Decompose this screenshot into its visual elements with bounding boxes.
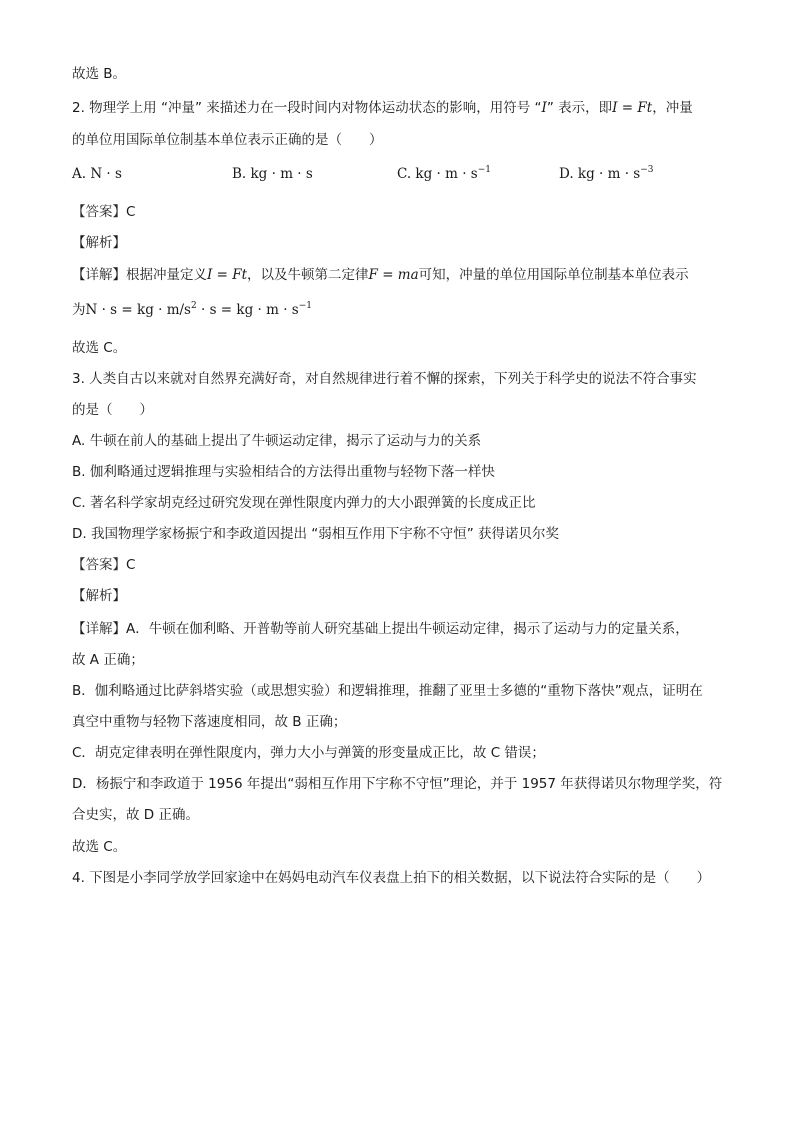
answer-label: 【答案】 <box>72 204 126 220</box>
text: C. kg · m · s <box>397 166 478 182</box>
text: 的单位用国际单位制基本单位表示正确的是（ ） <box>72 132 383 148</box>
text: A. 牛顿在前人的基础上提出了牛顿运动定律，揭示了运动与力的关系 <box>72 433 482 449</box>
text: 合史实，故 D 正确。 <box>72 807 199 823</box>
option-d <box>559 166 654 182</box>
text: 真空中重物与轻物下落速度相同，故 B 正确； <box>72 714 347 730</box>
question-3-option-c <box>72 493 536 513</box>
formula: = <box>617 100 638 116</box>
text: D．杨振宁和李政道于 1956 年提出“弱相互作用下宇称不守恒”理论，并于 1957 年获得诺贝尔物理学奖，符 <box>72 776 723 792</box>
text: B．伽利略通过比萨斜塔实验（或思想实验）和逻辑推理，推翻了亚里士多德的“重物下落快”观点，证明在 <box>72 683 703 699</box>
text: 可知，冲量的单位用国际单位制基本单位表示 <box>418 267 689 283</box>
detail-label: 【详解】 <box>72 267 126 283</box>
superscript: −1 <box>298 301 312 311</box>
detail-3-line-4 <box>72 712 346 732</box>
text: 为 <box>72 302 86 318</box>
detail-3-line-3 <box>72 681 703 701</box>
text: ，冲量 <box>652 100 693 116</box>
detail-line-1 <box>72 265 689 285</box>
superscript: 2 <box>190 301 197 311</box>
detail-3-line-5 <box>72 743 545 763</box>
symbol-i: I <box>541 100 547 116</box>
question-2-line-2 <box>72 130 383 150</box>
text: D. 我国物理学家杨振宁和李政道因提出 “弱相互作用下宇称不守恒” 获得诺贝尔奖 <box>72 526 560 542</box>
text: 3. 人类自古以来就对自然界充满好奇，对自然规律进行着不懈的探索，下列关于科学史的说法不符合事实 <box>72 371 697 387</box>
text: 【解析】 <box>72 235 126 251</box>
detail-3-line-1 <box>72 619 689 639</box>
text: 2. 物理学上用 “冲量” 来描述力在一段时间内对物体运动状态的影响，用符号 “ <box>72 100 542 116</box>
option-a: A. N · s <box>72 166 122 182</box>
text: D. kg · m · s <box>559 166 641 182</box>
analysis-label <box>72 233 126 253</box>
question-3-option-d <box>72 524 559 544</box>
formula: F = ma <box>368 267 419 283</box>
formula: Ft <box>637 100 653 116</box>
formula: · s = kg · m · s <box>196 302 299 318</box>
text: B. 伽利略通过逻辑推理与实验相结合的方法得出重物与轻物下落一样快 <box>72 464 495 480</box>
answer-line-c-2 <box>72 837 126 857</box>
question-3-option-a <box>72 431 481 451</box>
answer-line-c <box>72 338 126 358</box>
analysis-label-2 <box>72 586 126 606</box>
answer-value: C <box>126 557 136 573</box>
text: ，以及牛顿第二定律 <box>247 267 369 283</box>
question-3-line-2 <box>72 400 153 420</box>
answer-line <box>72 202 135 222</box>
text: ” 表示，即 <box>546 100 613 116</box>
answer-line-b <box>72 64 126 84</box>
text: C．胡克定律表明在弹性限度内，弹力大小与弹簧的形变量成正比，故 C 错误； <box>72 745 545 761</box>
superscript: −1 <box>477 165 492 175</box>
question-2-options <box>72 166 732 186</box>
detail-label: 【详解】 <box>72 621 126 637</box>
text: A．牛顿在伽利略、开普勒等前人研究基础上提出牛顿运动定律，揭示了运动与力的定量关系， <box>126 621 689 637</box>
question-3-option-b <box>72 462 495 482</box>
text: 故选 C。 <box>72 839 127 855</box>
formula: I = Ft <box>207 267 248 283</box>
answer-value: C <box>126 204 136 220</box>
text: C. 著名科学家胡克经过研究发现在弹性限度内弹力的大小跟弹簧的长度成正比 <box>72 495 536 511</box>
formula: N · s = kg · m/s <box>85 302 191 318</box>
detail-3-line-7 <box>72 805 199 825</box>
question-3-line-1 <box>72 369 697 389</box>
question-4-line-1 <box>72 868 710 888</box>
formula: I <box>612 100 618 116</box>
text: 故 A 正确； <box>72 652 144 668</box>
text: 4. 下图是小李同学放学回家途中在妈妈电动汽车仪表盘上拍下的相关数据，以下说法符合实际的是（ ） <box>72 870 711 886</box>
text: 根据冲量定义 <box>126 267 207 283</box>
text: 的是（ ） <box>72 402 153 418</box>
text: 故选 C。 <box>72 340 127 356</box>
superscript: −3 <box>640 165 654 175</box>
answer-line-2 <box>72 555 135 575</box>
detail-3-line-2 <box>72 650 144 670</box>
option-c <box>397 166 491 182</box>
text: 故选 B。 <box>72 66 127 82</box>
detail-line-2 <box>72 300 312 320</box>
question-2-line-1 <box>72 98 693 118</box>
option-b: B. kg · m · s <box>232 166 313 182</box>
answer-label: 【答案】 <box>72 557 126 573</box>
text: 【解析】 <box>72 588 126 604</box>
detail-3-line-6 <box>72 774 722 794</box>
